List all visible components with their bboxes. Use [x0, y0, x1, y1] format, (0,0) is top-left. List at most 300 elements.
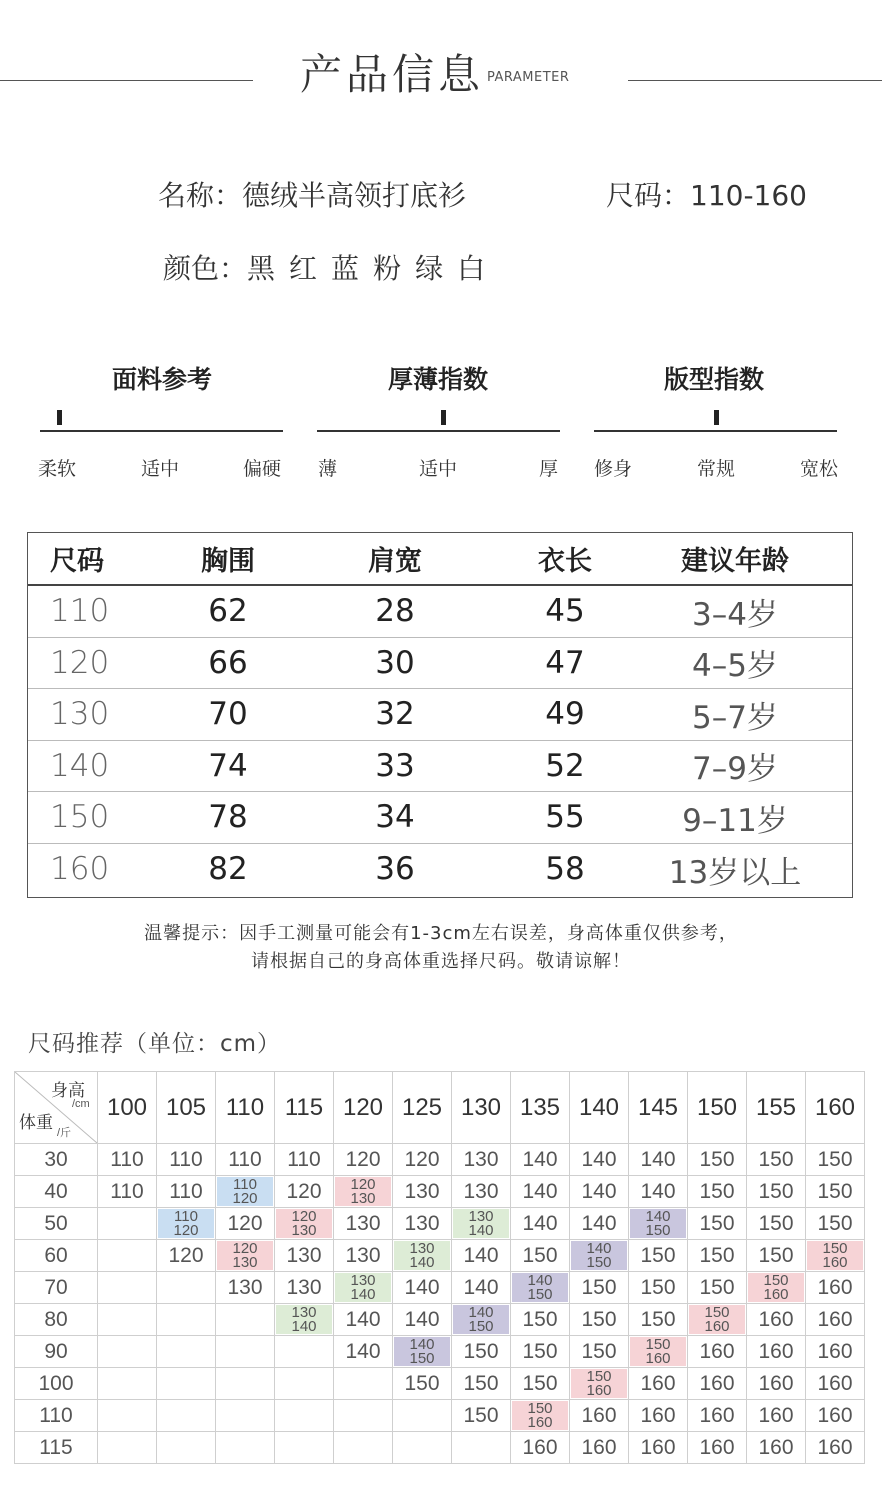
scale-label: 常规: [697, 458, 736, 480]
recommend-cell: [275, 1368, 334, 1400]
recommend-cell: 150: [452, 1400, 511, 1432]
recommend-cell: [570, 1240, 629, 1272]
recommend-cell: [452, 1304, 511, 1336]
recommend-cell: 150: [747, 1176, 806, 1208]
header-divider-right: [628, 80, 882, 81]
recommend-cell: 130: [393, 1176, 452, 1208]
recommend-cell: 140: [334, 1336, 393, 1368]
size-range-value: 150: [822, 1239, 848, 1257]
recommend-cell: [98, 1272, 157, 1304]
recommend-cell: 120: [393, 1144, 452, 1176]
size-cell: 130: [50, 696, 110, 733]
color-option: 红: [289, 252, 318, 285]
size-cell: 82: [208, 851, 248, 888]
scale-label: 适中: [141, 458, 180, 480]
recommend-row: [15, 1272, 865, 1304]
size-range-value: 130: [232, 1253, 258, 1271]
size-range-value: 150: [527, 1285, 553, 1303]
recommend-cell: [334, 1368, 393, 1400]
recommend-cell: 140: [393, 1304, 452, 1336]
color-option: 绿: [415, 252, 444, 285]
recommend-cell: [452, 1432, 511, 1464]
recommend-cell: [275, 1336, 334, 1368]
recommend-row: [15, 1432, 865, 1464]
size-recommend-table: [14, 1071, 865, 1464]
size-cell: 7–9岁: [692, 751, 778, 788]
size-cell: 150: [50, 799, 110, 836]
size-row: [28, 844, 852, 896]
height-unit: /cm: [72, 1098, 90, 1110]
recommend-cell: [629, 1208, 688, 1240]
recommend-cell: [334, 1272, 393, 1304]
header-divider-left: [0, 80, 253, 81]
size-range-value: 150: [409, 1349, 435, 1367]
recommend-cell: [216, 1176, 275, 1208]
size-cell: 58: [545, 851, 585, 888]
recommend-cell: [570, 1368, 629, 1400]
size-range-value: 150: [763, 1271, 789, 1289]
recommend-cell: [806, 1240, 865, 1272]
recommend-cell: 160: [688, 1400, 747, 1432]
size-range-box: [689, 1305, 745, 1334]
recommend-cell: [216, 1336, 275, 1368]
recommend-cell: 160: [688, 1368, 747, 1400]
recommend-cell: 150: [629, 1240, 688, 1272]
size-range-box: [453, 1209, 509, 1238]
height-header: 100: [98, 1072, 157, 1144]
size-range-value: 130: [409, 1239, 435, 1257]
height-header: 135: [511, 1072, 570, 1144]
recommend-cell: [688, 1304, 747, 1336]
recommend-cell: 130: [275, 1240, 334, 1272]
scale-line: [317, 430, 560, 432]
size-row: [28, 638, 852, 690]
product-name: 名称：德绒半高领打底衫: [158, 179, 467, 212]
recommend-cell: 130: [452, 1176, 511, 1208]
scale-label: 薄: [318, 458, 338, 480]
size-range-box: [807, 1241, 863, 1270]
recommend-cell: 140: [629, 1176, 688, 1208]
size-cell: 120: [50, 644, 110, 681]
size-range-value: 160: [645, 1349, 671, 1367]
recommend-cell: 130: [393, 1208, 452, 1240]
recommend-cell: 130: [216, 1272, 275, 1304]
recommend-cell: [216, 1368, 275, 1400]
recommend-row: [15, 1400, 865, 1432]
recommend-cell: [393, 1240, 452, 1272]
recommend-cell: 140: [452, 1272, 511, 1304]
size-range-value: 130: [350, 1271, 376, 1289]
recommend-cell: 160: [511, 1432, 570, 1464]
recommend-cell: 150: [452, 1336, 511, 1368]
scale-line: [40, 430, 283, 432]
size-range-box: [453, 1305, 509, 1334]
recommend-cell: [216, 1400, 275, 1432]
size-range-value: 150: [468, 1317, 494, 1335]
recommend-title: 尺码推荐（单位：cm）: [28, 1031, 282, 1057]
recommend-cell: 140: [511, 1208, 570, 1240]
recommend-cell: [393, 1432, 452, 1464]
recommend-cell: [275, 1400, 334, 1432]
color-label: 颜色：: [163, 252, 248, 285]
recommend-cell: 150: [629, 1304, 688, 1336]
recommend-cell: [98, 1304, 157, 1336]
size-cell: 30: [375, 644, 415, 681]
size-range-value: 150: [645, 1221, 671, 1239]
size-range-value: 140: [527, 1271, 553, 1289]
weight-cell: 90: [15, 1336, 98, 1368]
recommend-cell: [216, 1240, 275, 1272]
size-range-box: [217, 1177, 273, 1206]
recommend-cell: [511, 1400, 570, 1432]
recommend-cell: [275, 1304, 334, 1336]
height-header: 150: [688, 1072, 747, 1144]
recommend-row: [15, 1304, 865, 1336]
recommend-cell: 160: [629, 1432, 688, 1464]
color-option: 白: [457, 252, 486, 285]
recommend-cell: 150: [511, 1368, 570, 1400]
recommend-cell: 120: [216, 1208, 275, 1240]
recommend-cell: [157, 1304, 216, 1336]
recommend-cell: 160: [688, 1432, 747, 1464]
recommend-cell: 140: [570, 1208, 629, 1240]
scale-title: 面料参考: [111, 365, 212, 394]
size-range-box: [512, 1401, 568, 1430]
size-range-value: 140: [291, 1317, 317, 1335]
recommend-cell: [629, 1336, 688, 1368]
size-range-box: [217, 1241, 273, 1270]
weight-cell: 70: [15, 1272, 98, 1304]
scale-label: 厚: [539, 458, 559, 480]
recommend-cell: 160: [806, 1272, 865, 1304]
recommend-cell: 120: [334, 1144, 393, 1176]
size-range-value: 120: [173, 1221, 199, 1239]
recommend-cell: 160: [747, 1400, 806, 1432]
recommend-cell: [334, 1176, 393, 1208]
product-colors: [163, 247, 499, 287]
height-header: 130: [452, 1072, 511, 1144]
size-range-value: 120: [232, 1239, 258, 1257]
scale-label: 柔软: [38, 458, 77, 480]
recommend-cell: [157, 1400, 216, 1432]
size-range-box: [571, 1241, 627, 1270]
weight-cell: 100: [15, 1368, 98, 1400]
recommend-cell: 150: [747, 1208, 806, 1240]
size-range-box: [571, 1369, 627, 1398]
recommend-cell: 160: [806, 1432, 865, 1464]
recommend-cell: 160: [629, 1368, 688, 1400]
recommend-cell: 160: [747, 1304, 806, 1336]
recommend-cell: 160: [806, 1304, 865, 1336]
recommend-cell: 110: [98, 1144, 157, 1176]
corner-cell: [15, 1072, 98, 1144]
size-range-value: 120: [291, 1207, 317, 1225]
recommend-cell: 140: [511, 1176, 570, 1208]
height-header: 110: [216, 1072, 275, 1144]
size-range-value: 140: [468, 1221, 494, 1239]
size-cell: 5–7岁: [692, 699, 778, 736]
page-title: 产品信息: [300, 50, 485, 99]
size-cell: 110: [50, 593, 110, 630]
recommend-cell: 150: [511, 1336, 570, 1368]
size-range-value: 130: [291, 1221, 317, 1239]
recommend-cell: 150: [806, 1176, 865, 1208]
recommend-cell: 150: [570, 1336, 629, 1368]
column-header: 建议年龄: [681, 546, 789, 577]
recommend-cell: 150: [570, 1272, 629, 1304]
recommend-cell: 150: [688, 1144, 747, 1176]
height-header: 105: [157, 1072, 216, 1144]
column-header: 衣长: [538, 546, 592, 577]
recommend-header-row: [15, 1072, 865, 1144]
recommend-cell: [393, 1400, 452, 1432]
scale-marker: [714, 410, 719, 425]
size-range-value: 140: [409, 1335, 435, 1353]
size-cell: 62: [208, 593, 248, 630]
recommend-cell: [393, 1336, 452, 1368]
size-cell: 52: [545, 747, 585, 784]
size-range-value: 140: [586, 1239, 612, 1257]
height-header: 115: [275, 1072, 334, 1144]
size-row: [28, 741, 852, 793]
recommend-cell: [511, 1272, 570, 1304]
height-header: 120: [334, 1072, 393, 1144]
height-header: 155: [747, 1072, 806, 1144]
recommend-cell: 130: [334, 1240, 393, 1272]
recommend-cell: 150: [747, 1240, 806, 1272]
size-table: [27, 532, 853, 898]
size-range-value: 140: [645, 1207, 671, 1225]
size-range-box: [335, 1177, 391, 1206]
recommend-cell: [275, 1208, 334, 1240]
size-cell: 160: [50, 851, 110, 888]
height-header: 125: [393, 1072, 452, 1144]
weight-cell: 110: [15, 1400, 98, 1432]
recommend-row: [15, 1176, 865, 1208]
recommend-cell: 140: [393, 1272, 452, 1304]
weight-unit: /斤: [57, 1127, 72, 1139]
size-cell: 140: [50, 747, 110, 784]
scale-line: [594, 430, 837, 432]
scale-label: 修身: [594, 458, 633, 480]
scale-marker: [57, 410, 62, 425]
size-cell: 78: [208, 799, 248, 836]
recommend-cell: [98, 1368, 157, 1400]
size-cell: 36: [375, 851, 415, 888]
recommend-cell: 150: [511, 1240, 570, 1272]
recommend-cell: [275, 1432, 334, 1464]
size-cell: 34: [375, 799, 415, 836]
recommend-row: [15, 1336, 865, 1368]
scale-label: 偏硬: [243, 458, 282, 480]
recommend-cell: 110: [216, 1144, 275, 1176]
size-range-value: 120: [232, 1189, 258, 1207]
recommend-cell: [98, 1400, 157, 1432]
recommend-row: [15, 1368, 865, 1400]
scale-title: 厚薄指数: [387, 365, 488, 394]
recommend-cell: 120: [275, 1176, 334, 1208]
recommend-cell: 140: [334, 1304, 393, 1336]
size-range-value: 130: [291, 1303, 317, 1321]
height-header: 160: [806, 1072, 865, 1144]
column-header: 胸围: [201, 546, 255, 577]
recommend-cell: [157, 1432, 216, 1464]
recommend-cell: 150: [688, 1272, 747, 1304]
recommend-cell: 150: [688, 1240, 747, 1272]
size-cell: 45: [545, 593, 585, 630]
size-cell: 32: [375, 696, 415, 733]
scale-title: 版型指数: [663, 365, 764, 394]
size-cell: 47: [545, 644, 585, 681]
size-range-value: 150: [586, 1253, 612, 1271]
size-cell: 74: [208, 747, 248, 784]
height-label: 身高: [51, 1081, 85, 1100]
size-range-value: 160: [527, 1413, 553, 1431]
recommend-cell: 120: [157, 1240, 216, 1272]
column-header: 肩宽: [368, 546, 422, 577]
size-range-value: 160: [822, 1253, 848, 1271]
size-range-value: 150: [645, 1335, 671, 1353]
size-range-box: [630, 1209, 686, 1238]
size-cell: 28: [375, 593, 415, 630]
weight-cell: 60: [15, 1240, 98, 1272]
recommend-cell: [157, 1368, 216, 1400]
height-header: 145: [629, 1072, 688, 1144]
recommend-cell: 140: [570, 1144, 629, 1176]
page-subtitle: PARAMETER: [487, 70, 570, 85]
recommend-cell: 160: [747, 1432, 806, 1464]
size-range-box: [394, 1337, 450, 1366]
recommend-cell: 150: [688, 1176, 747, 1208]
recommend-cell: 160: [806, 1368, 865, 1400]
size-range-value: 110: [174, 1207, 198, 1225]
size-range-box: [158, 1209, 214, 1238]
column-header: 尺码: [50, 546, 104, 577]
recommend-cell: [98, 1336, 157, 1368]
weight-label: 体重: [19, 1113, 53, 1132]
scale-marker: [441, 410, 446, 425]
size-range-value: 140: [468, 1303, 494, 1321]
color-option: 蓝: [331, 252, 360, 285]
size-range-value: 120: [350, 1175, 376, 1193]
recommend-cell: [98, 1240, 157, 1272]
recommend-cell: 150: [747, 1144, 806, 1176]
weight-cell: 80: [15, 1304, 98, 1336]
recommend-cell: 150: [511, 1304, 570, 1336]
recommend-cell: 110: [98, 1176, 157, 1208]
recommend-cell: 160: [570, 1400, 629, 1432]
size-range-box: [276, 1209, 332, 1238]
recommend-row: [15, 1208, 865, 1240]
recommend-cell: [747, 1272, 806, 1304]
size-cell: 33: [375, 747, 415, 784]
size-range-box: [276, 1305, 332, 1334]
recommend-cell: 160: [570, 1432, 629, 1464]
recommend-cell: [98, 1432, 157, 1464]
size-range-value: 150: [704, 1303, 730, 1321]
recommend-cell: 150: [629, 1272, 688, 1304]
size-cell: 66: [208, 644, 248, 681]
size-range-value: 160: [586, 1381, 612, 1399]
tip-line-2: 请根据自己的身高体重选择尺码。敬请谅解！: [251, 951, 631, 972]
weight-cell: 115: [15, 1432, 98, 1464]
recommend-cell: [98, 1208, 157, 1240]
scale-label: 宽松: [800, 458, 839, 480]
height-header: 140: [570, 1072, 629, 1144]
size-cell: 55: [545, 799, 585, 836]
recommend-cell: [157, 1336, 216, 1368]
size-cell: 13岁以上: [668, 854, 802, 891]
color-option: 粉: [373, 252, 402, 285]
recommend-row: [15, 1144, 865, 1176]
recommend-cell: [157, 1208, 216, 1240]
size-row: [28, 792, 852, 844]
size-cell: 3–4岁: [692, 596, 778, 633]
size-range-value: 150: [586, 1367, 612, 1385]
recommend-row: [15, 1240, 865, 1272]
recommend-cell: 130: [275, 1272, 334, 1304]
size-cell: 49: [545, 696, 585, 733]
recommend-cell: 160: [688, 1336, 747, 1368]
recommend-cell: 160: [629, 1400, 688, 1432]
size-range-box: [394, 1241, 450, 1270]
size-range-value: 110: [233, 1175, 257, 1193]
size-range-box: [630, 1337, 686, 1366]
recommend-cell: 140: [629, 1144, 688, 1176]
tip-line-1: 温馨提示：因手工测量可能会有1-3cm左右误差，身高体重仅供参考，: [144, 923, 738, 944]
size-range-box: [512, 1273, 568, 1302]
recommend-cell: 150: [393, 1368, 452, 1400]
product-size-range: 尺码：110-160: [606, 179, 807, 212]
recommend-cell: 130: [334, 1208, 393, 1240]
recommend-cell: 160: [806, 1336, 865, 1368]
weight-cell: 50: [15, 1208, 98, 1240]
color-option: 黑: [247, 252, 276, 285]
recommend-cell: [452, 1208, 511, 1240]
size-range-value: 130: [350, 1189, 376, 1207]
scale-label: 适中: [419, 458, 458, 480]
size-cell: 9–11岁: [682, 802, 788, 839]
size-cell: 4–5岁: [692, 648, 778, 685]
recommend-cell: 150: [452, 1368, 511, 1400]
recommend-cell: 150: [806, 1144, 865, 1176]
size-cell: 70: [208, 696, 248, 733]
size-range-box: [748, 1273, 804, 1302]
recommend-cell: [334, 1400, 393, 1432]
recommend-cell: 110: [275, 1144, 334, 1176]
recommend-cell: [157, 1272, 216, 1304]
recommend-cell: 150: [570, 1304, 629, 1336]
recommend-cell: 110: [157, 1176, 216, 1208]
recommend-cell: 160: [806, 1400, 865, 1432]
recommend-cell: [334, 1432, 393, 1464]
recommend-cell: 150: [806, 1208, 865, 1240]
weight-cell: 40: [15, 1176, 98, 1208]
size-range-box: [335, 1273, 391, 1302]
size-range-value: 140: [350, 1285, 376, 1303]
size-row: [28, 689, 852, 741]
recommend-cell: 160: [747, 1368, 806, 1400]
recommend-cell: 150: [688, 1208, 747, 1240]
recommend-cell: 110: [157, 1144, 216, 1176]
recommend-cell: 130: [452, 1144, 511, 1176]
recommend-cell: [216, 1432, 275, 1464]
size-range-value: 140: [409, 1253, 435, 1271]
weight-cell: 30: [15, 1144, 98, 1176]
size-range-value: 160: [763, 1285, 789, 1303]
size-range-value: 130: [468, 1207, 494, 1225]
size-range-value: 160: [704, 1317, 730, 1335]
